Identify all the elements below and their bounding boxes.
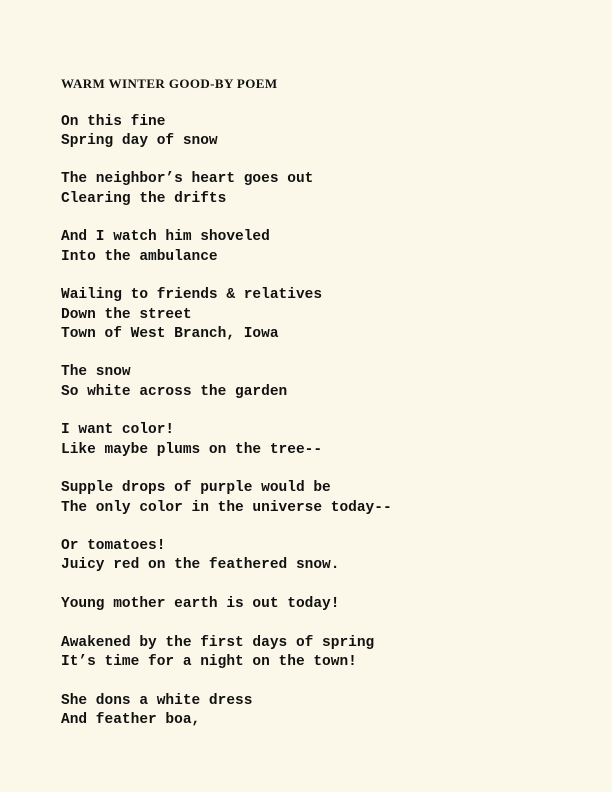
poem-line: And feather boa, <box>61 711 201 728</box>
stanza <box>61 113 601 152</box>
poem-line: The neighbor’s heart goes out <box>61 171 314 188</box>
poem-line: Wailing to friends & relatives <box>61 287 323 304</box>
poem-line: I want color! <box>61 422 175 439</box>
poem-line: Juicy red on the feathered snow. <box>61 557 340 574</box>
stanza <box>61 286 601 344</box>
stanza <box>61 421 601 460</box>
stanza <box>61 634 601 673</box>
poem-line: And I watch him shoveled <box>61 229 270 246</box>
poem-line: On this fine <box>61 113 166 130</box>
poem-line: Clearing the drifts <box>61 190 227 207</box>
poem-line: Spring day of snow <box>61 132 218 149</box>
stanza <box>61 595 601 614</box>
stanza <box>61 692 601 731</box>
poem-line: Into the ambulance <box>61 248 218 265</box>
poem-line: Town of West Branch, Iowa <box>61 325 279 342</box>
poem-line: Awakened by the first days of spring <box>61 634 375 651</box>
poem-line: It’s time for a night on the town! <box>61 653 357 670</box>
stanza <box>61 228 601 267</box>
poem-line: Like maybe plums on the tree-- <box>61 441 323 458</box>
poem-line: The only color in the universe today-- <box>61 499 392 516</box>
poem-line: So white across the garden <box>61 383 288 400</box>
stanza <box>61 363 601 402</box>
poem-line: The snow <box>61 364 131 381</box>
poem-line: Young mother earth is out today! <box>61 596 340 613</box>
poem-line: Or tomatoes! <box>61 538 166 555</box>
poem-line: Down the street <box>61 306 192 323</box>
poem-line: Supple drops of purple would be <box>61 480 331 497</box>
stanza <box>61 537 601 576</box>
poem-line: She dons a white dress <box>61 692 253 709</box>
poem-title: WARM WINTER GOOD-BY POEM <box>61 76 278 91</box>
poem-page <box>61 74 601 749</box>
stanza <box>61 170 601 209</box>
stanza <box>61 479 601 518</box>
